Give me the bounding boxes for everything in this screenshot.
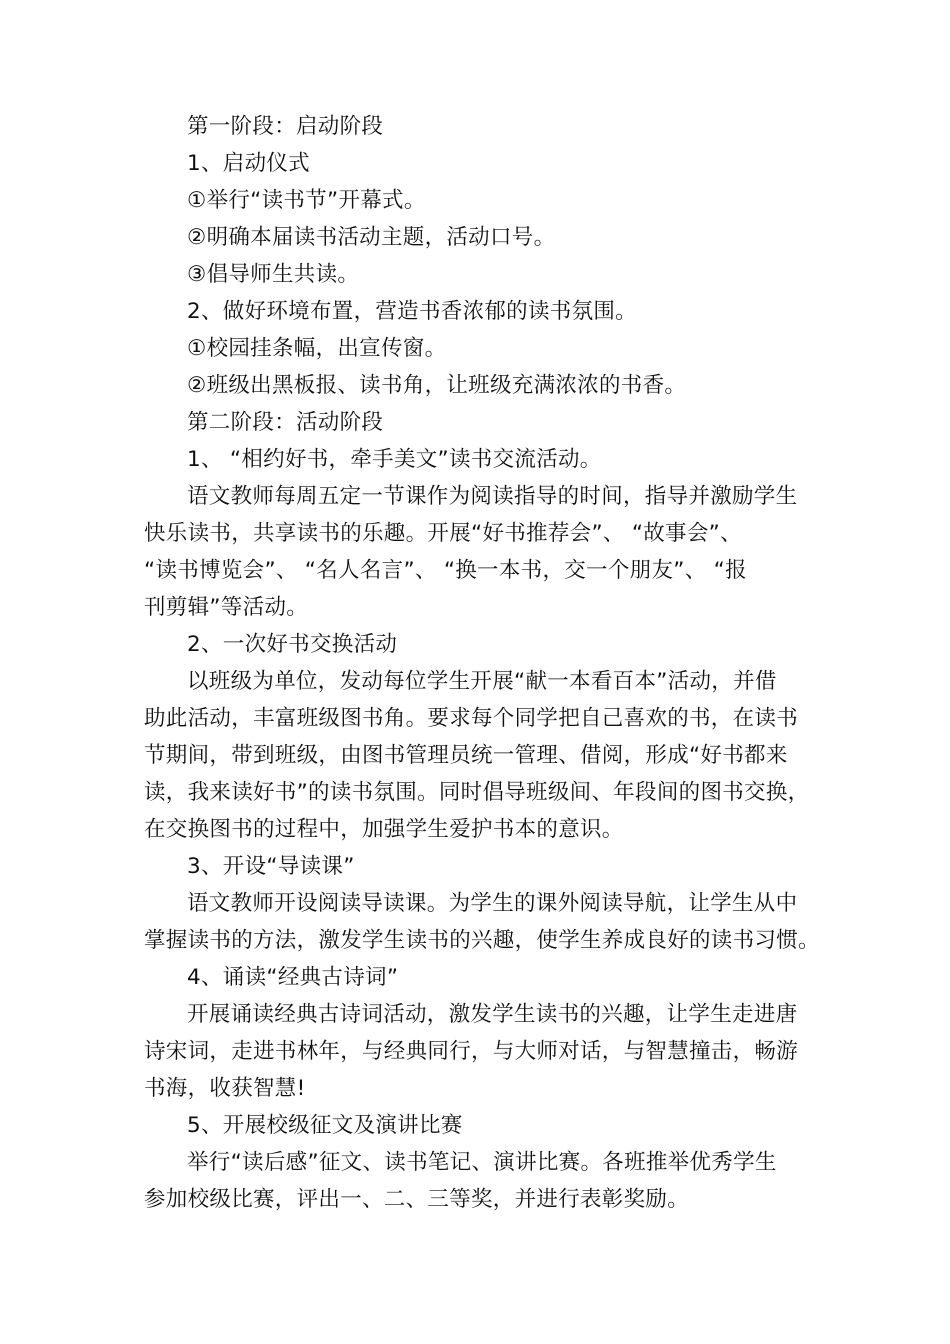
activity-five-heading: 5、开展校级征文及演讲比赛 (187, 1113, 463, 1138)
activity-one-heading: 1、 “相约好书，牵手美文”读书交流活动。 (187, 447, 602, 472)
paragraph-line: 助此活动，丰富班级图书角。要求每个同学把自己喜欢的书，在读书 (144, 706, 799, 731)
list-item: ①校园挂条幅，出宣传窗。 (187, 336, 447, 361)
paragraph-line: 举行“读后感”征文、读书笔记、演讲比赛。各班推举优秀学生 (187, 1150, 777, 1175)
stage-one-heading: 第一阶段：启动阶段 (187, 114, 384, 139)
list-item: ②班级出黑板报、读书角，让班级充满浓浓的书香。 (187, 373, 687, 398)
paragraph-line: 开展诵读经典古诗词活动，激发学生读书的兴趣，让学生走进唐 (187, 1002, 798, 1027)
list-item: ①举行“读书节”开幕式。 (187, 188, 426, 213)
paragraph-line: 读，我来读好书”的读书氛围。同时倡导班级间、年段间的图书交换， (144, 780, 810, 805)
paragraph-line: “读书博览会”、 “名人名言”、 “换一本书，交一个朋友”、 “报 (144, 558, 747, 583)
stage-two-heading: 第二阶段：活动阶段 (187, 410, 384, 435)
list-item: ②明确本届读书活动主题，活动口号。 (187, 225, 556, 250)
paragraph-line: 以班级为单位，发动每位学生开展“献一本看百本”活动，并借 (187, 669, 777, 694)
paragraph-book-exchange (144, 663, 824, 848)
paragraph-line: 节期间，带到班级，由图书管理员统一管理、借阅，形成“好书都来 (144, 743, 788, 768)
list-item: ③倡导师生共读。 (187, 262, 360, 287)
paragraph-reading-guidance (144, 478, 824, 626)
paragraph-line: 语文教师每周五定一节课作为阅读指导的时间，指导并激励学生 (187, 484, 798, 509)
paragraph-line: 在交换图书的过程中，加强学生爱护书本的意识。 (144, 817, 624, 842)
activity-two-heading: 2、一次好书交换活动 (187, 632, 398, 657)
activity-three-heading: 3、开设“导读课” (187, 854, 355, 879)
paragraph-line: 刊剪辑”等活动。 (144, 595, 309, 620)
environment-heading: 2、做好环境布置，营造书香浓郁的读书氛围。 (187, 299, 637, 324)
paragraph-essay-contest (144, 1144, 824, 1218)
paragraph-line: 快乐读书，共享读书的乐趣。开展“好书推荐会”、 “故事会”、 (144, 521, 742, 546)
paragraph-classic-poetry (144, 996, 824, 1107)
paragraph-line: 书海，收获智慧! (144, 1076, 306, 1101)
document-body (144, 108, 824, 1218)
paragraph-guided-reading (144, 885, 824, 959)
paragraph-line: 掌握读书的方法，激发学生读书的兴趣，使学生养成良好的读书习惯。 (144, 928, 820, 953)
launch-ceremony-heading: 1、启动仪式 (187, 151, 310, 176)
activity-four-heading: 4、诵读“经典古诗词” (187, 965, 399, 990)
paragraph-line: 诗宋词，走进书林年，与经典同行，与大师对话，与智慧撞击，畅游 (144, 1039, 799, 1064)
paragraph-line: 语文教师开设阅读导读课。为学生的课外阅读导航，让学生从中 (187, 891, 798, 916)
paragraph-line: 参加校级比赛，评出一、二、三等奖，并进行表彰奖励。 (144, 1187, 690, 1212)
